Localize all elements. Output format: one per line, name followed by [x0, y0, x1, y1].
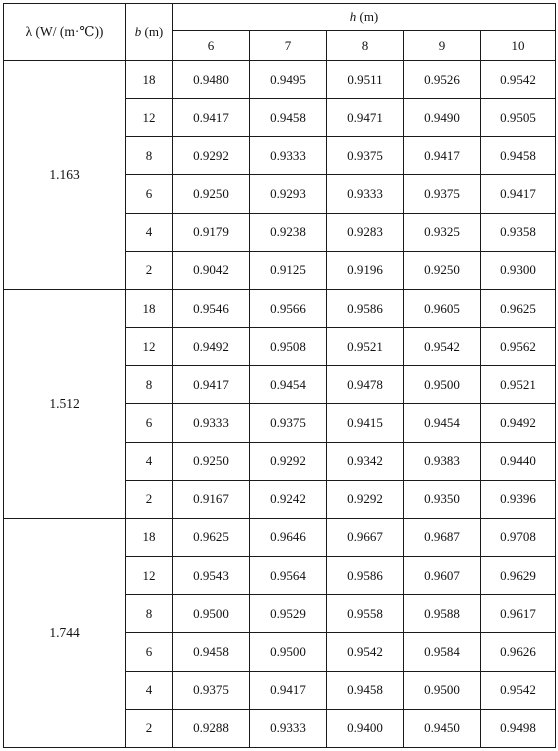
coefficient-cell: 0.9607: [404, 557, 481, 595]
coefficient-cell: 0.9458: [250, 99, 327, 137]
coefficient-cell: 0.9480: [173, 61, 250, 99]
coefficient-cell: 0.9325: [404, 213, 481, 251]
coefficient-cell: 0.9383: [404, 442, 481, 480]
coefficient-cell: 0.9358: [481, 213, 556, 251]
coefficient-cell: 0.9529: [250, 595, 327, 633]
coefficient-cell: 0.9500: [404, 671, 481, 709]
coefficient-cell: 0.9687: [404, 518, 481, 556]
coefficient-cell: 0.9417: [250, 671, 327, 709]
coefficient-cell: 0.9566: [250, 289, 327, 327]
coefficient-cell: 0.9242: [250, 480, 327, 518]
b-value-cell: 6: [126, 633, 173, 671]
b-column-header: [126, 4, 173, 61]
b-symbol: b: [134, 24, 142, 39]
coefficient-cell: 0.9288: [173, 709, 250, 747]
coefficient-cell: 0.9375: [327, 137, 404, 175]
coefficient-cell: 0.9333: [327, 175, 404, 213]
coefficient-cell: 0.9586: [327, 557, 404, 595]
coefficient-cell: 0.9454: [250, 366, 327, 404]
coefficient-cell: 0.9617: [481, 595, 556, 633]
coefficient-cell: 0.9558: [327, 595, 404, 633]
coefficient-cell: 0.9625: [173, 518, 250, 556]
coefficient-cell: 0.9564: [250, 557, 327, 595]
coefficient-cell: 0.9526: [404, 61, 481, 99]
b-value-cell: 6: [126, 175, 173, 213]
coefficient-cell: 0.9471: [327, 99, 404, 137]
coefficient-cell: 0.9250: [173, 442, 250, 480]
coefficient-cell: 0.9333: [173, 404, 250, 442]
coefficient-table: [3, 3, 556, 748]
coefficient-cell: 0.9283: [327, 213, 404, 251]
coefficient-cell: 0.9505: [481, 99, 556, 137]
lambda-value-cell: 1.744: [4, 518, 126, 747]
coefficient-cell: 0.9375: [404, 175, 481, 213]
coefficient-cell: 0.9417: [173, 366, 250, 404]
b-value-cell: 12: [126, 328, 173, 366]
h-value-header: 8: [327, 31, 404, 61]
b-value-cell: 8: [126, 137, 173, 175]
coefficient-cell: 0.9490: [404, 99, 481, 137]
h-group-header: [173, 4, 556, 31]
b-value-cell: 18: [126, 289, 173, 327]
b-value-cell: 4: [126, 213, 173, 251]
coefficient-cell: 0.9342: [327, 442, 404, 480]
coefficient-cell: 0.9543: [173, 557, 250, 595]
h-unit: (m): [356, 9, 379, 24]
coefficient-cell: 0.9292: [250, 442, 327, 480]
h-symbol: h: [349, 9, 357, 24]
coefficient-cell: 0.9333: [250, 709, 327, 747]
lambda-value-cell: 1.163: [4, 61, 126, 290]
coefficient-cell: 0.9417: [404, 137, 481, 175]
b-value-cell: 8: [126, 595, 173, 633]
coefficient-cell: 0.9292: [173, 137, 250, 175]
coefficient-cell: 0.9542: [481, 61, 556, 99]
coefficient-cell: 0.9396: [481, 480, 556, 518]
b-value-cell: 2: [126, 251, 173, 289]
h-value-header: 7: [250, 31, 327, 61]
h-value-header: 9: [404, 31, 481, 61]
coefficient-cell: 0.9562: [481, 328, 556, 366]
coefficient-cell: 0.9400: [327, 709, 404, 747]
table-row: [4, 518, 556, 556]
coefficient-cell: 0.9500: [173, 595, 250, 633]
coefficient-cell: 0.9546: [173, 289, 250, 327]
h-value-header: 6: [173, 31, 250, 61]
coefficient-cell: 0.9500: [250, 633, 327, 671]
coefficient-cell: 0.9584: [404, 633, 481, 671]
coefficient-cell: 0.9542: [404, 328, 481, 366]
coefficient-cell: 0.9588: [404, 595, 481, 633]
coefficient-cell: 0.9625: [481, 289, 556, 327]
coefficient-cell: 0.9415: [327, 404, 404, 442]
coefficient-cell: 0.9454: [404, 404, 481, 442]
coefficient-cell: 0.9511: [327, 61, 404, 99]
b-value-cell: 18: [126, 518, 173, 556]
b-value-cell: 12: [126, 99, 173, 137]
coefficient-cell: 0.9440: [481, 442, 556, 480]
coefficient-cell: 0.9492: [481, 404, 556, 442]
coefficient-cell: 0.9196: [327, 251, 404, 289]
coefficient-cell: 0.9458: [481, 137, 556, 175]
b-value-cell: 6: [126, 404, 173, 442]
coefficient-cell: 0.9478: [327, 366, 404, 404]
table-row: [4, 61, 556, 99]
coefficient-cell: 0.9521: [327, 328, 404, 366]
coefficient-cell: 0.9042: [173, 251, 250, 289]
coefficient-cell: 0.9292: [327, 480, 404, 518]
coefficient-cell: 0.9179: [173, 213, 250, 251]
b-value-cell: 4: [126, 442, 173, 480]
coefficient-cell: 0.9375: [173, 671, 250, 709]
coefficient-cell: 0.9521: [481, 366, 556, 404]
coefficient-cell: 0.9586: [327, 289, 404, 327]
coefficient-cell: 0.9542: [327, 633, 404, 671]
coefficient-cell: 0.9542: [481, 671, 556, 709]
table-row: [4, 289, 556, 327]
coefficient-cell: 0.9300: [481, 251, 556, 289]
b-value-cell: 2: [126, 709, 173, 747]
b-value-cell: 4: [126, 671, 173, 709]
coefficient-cell: 0.9498: [481, 709, 556, 747]
coefficient-cell: 0.9450: [404, 709, 481, 747]
coefficient-cell: 0.9626: [481, 633, 556, 671]
coefficient-cell: 0.9495: [250, 61, 327, 99]
coefficient-cell: 0.9238: [250, 213, 327, 251]
coefficient-cell: 0.9667: [327, 518, 404, 556]
coefficient-cell: 0.9500: [404, 366, 481, 404]
coefficient-cell: 0.9375: [250, 404, 327, 442]
coefficient-cell: 0.9492: [173, 328, 250, 366]
coefficient-cell: 0.9458: [173, 633, 250, 671]
b-value-cell: 2: [126, 480, 173, 518]
coefficient-cell: 0.9629: [481, 557, 556, 595]
b-unit: (m): [141, 24, 164, 39]
coefficient-cell: 0.9167: [173, 480, 250, 518]
h-value-header: 10: [481, 31, 556, 61]
coefficient-cell: 0.9350: [404, 480, 481, 518]
coefficient-cell: 0.9293: [250, 175, 327, 213]
lambda-column-header: λ (W/ (m·℃)): [4, 4, 126, 61]
coefficient-cell: 0.9333: [250, 137, 327, 175]
coefficient-cell: 0.9250: [173, 175, 250, 213]
lambda-value-cell: 1.512: [4, 289, 126, 518]
coefficient-cell: 0.9605: [404, 289, 481, 327]
b-value-cell: 8: [126, 366, 173, 404]
coefficient-cell: 0.9646: [250, 518, 327, 556]
coefficient-cell: 0.9250: [404, 251, 481, 289]
coefficient-cell: 0.9417: [173, 99, 250, 137]
coefficient-cell: 0.9708: [481, 518, 556, 556]
coefficient-cell: 0.9125: [250, 251, 327, 289]
b-value-cell: 12: [126, 557, 173, 595]
b-value-cell: 18: [126, 61, 173, 99]
coefficient-cell: 0.9417: [481, 175, 556, 213]
coefficient-cell: 0.9458: [327, 671, 404, 709]
coefficient-cell: 0.9508: [250, 328, 327, 366]
